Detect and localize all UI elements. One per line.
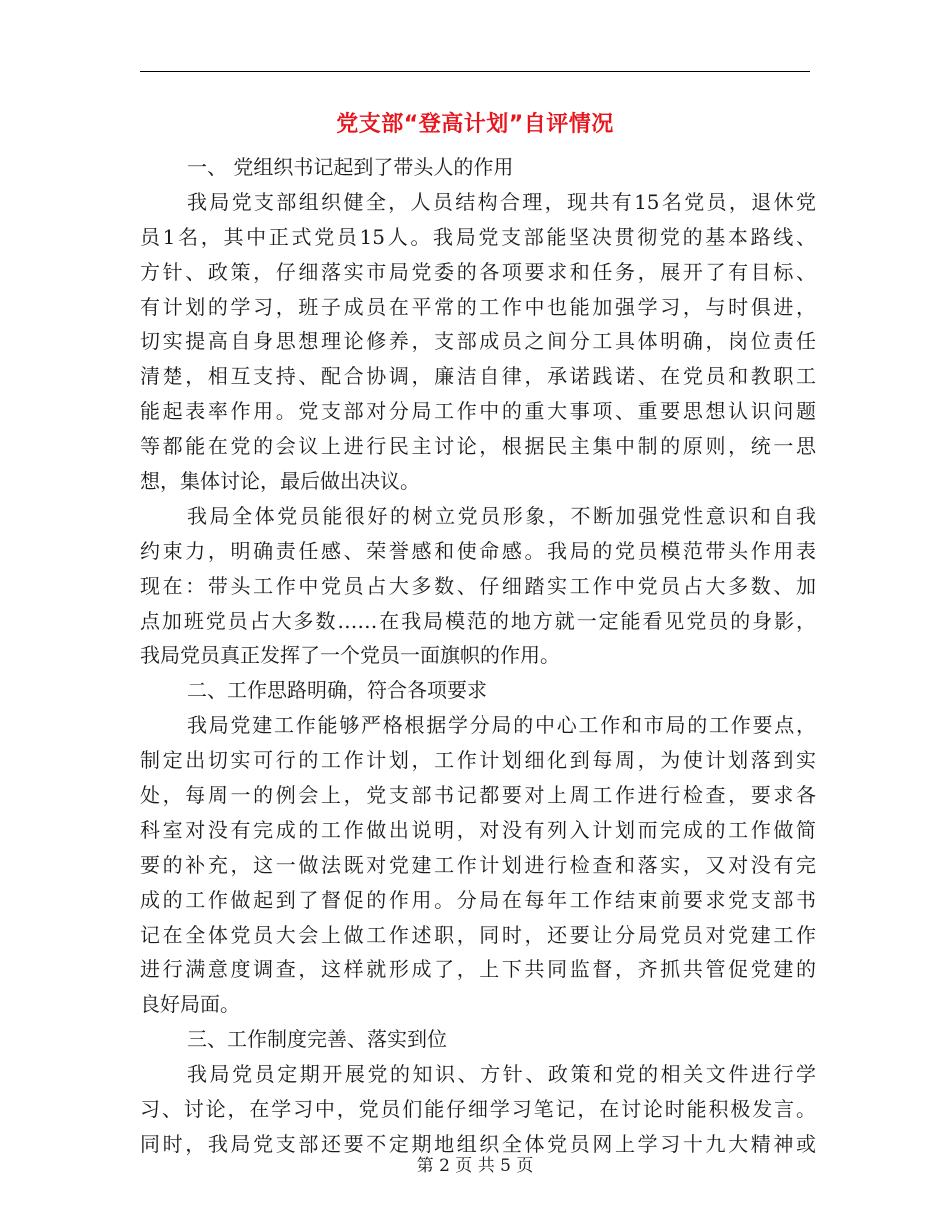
text-line: 处，每周一的例会上，党支部书记都要对上周工作进行检查，要求各 xyxy=(140,783,816,808)
text-line: 方针、政策，仔细落实市局党委的各项要求和任务，展开了有目标、 xyxy=(140,259,816,284)
text-line: 制定出切实可行的工作计划，工作计划细化到每周，为使计划落到实 xyxy=(140,748,816,773)
text-line: 切实提高自身思想理论修养，支部成员之间分工具体明确，岗位责任 xyxy=(140,329,816,354)
text-line: 良好局面。 xyxy=(140,992,240,1017)
text-line: 约束力，明确责任感、荣誉感和使命感。我局的党员模范带头作用表 xyxy=(140,538,816,563)
text-line: 想，集体讨论，最后做出决议。 xyxy=(140,469,420,494)
text-line: 能起表率作用。党支部对分局工作中的重大事项、重要思想认识问题 xyxy=(140,399,816,424)
text-line: 进行满意度调查，这样就形成了，上下共同监督，齐抓共管促党建的 xyxy=(140,957,816,982)
text-line: 三、工作制度完善、落实到位 xyxy=(187,1027,447,1052)
text-line: 我局全体党员能很好的树立党员形象，不断加强党性意识和自我 xyxy=(187,503,816,528)
text-line: 我局党支部组织健全，人员结构合理，现共有15名党员，退休党 xyxy=(187,189,816,214)
text-line: 同时，我局党支部还要不定期地组织全体党员网上学习十九大精神或 xyxy=(140,1131,816,1156)
header-rule xyxy=(140,71,810,72)
text-line: 科室对没有完成的工作做出说明，对没有列入计划而完成的工作做简 xyxy=(140,817,816,842)
text-line: 点加班党员占大多数……在我局模范的地方就一定能看见党员的身影， xyxy=(140,608,816,633)
document-body xyxy=(140,150,816,1162)
text-line: 一、 党组织书记起到了带头人的作用 xyxy=(187,155,514,179)
text-line: 清楚，相互支持、配合协调，廉洁自律，承诺践诺、在党员和教职工 xyxy=(140,364,816,389)
text-line: 记在全体党员大会上做工作述职，同时，还要让分局党员对党建工作 xyxy=(140,922,816,947)
text-line: 二、工作思路明确，符合各项要求 xyxy=(187,678,487,703)
text-line: 我局党员真正发挥了一个党员一面旗帜的作用。 xyxy=(140,643,560,668)
text-line: 我局党员定期开展党的知识、方针、政策和党的相关文件进行学 xyxy=(187,1062,816,1087)
text-line: 有计划的学习，班子成员在平常的工作中也能加强学习，与时俱进， xyxy=(140,294,816,319)
text-line: 成的工作做起到了督促的作用。分局在每年工作结束前要求党支部书 xyxy=(140,887,816,912)
page-number: 第 2 页 共 5 页 xyxy=(416,1156,534,1176)
text-line: 要的补充，这一做法既对党建工作计划进行检查和落实，又对没有完 xyxy=(140,852,816,877)
text-line: 等都能在党的会议上进行民主讨论，根据民主集中制的原则，统一思 xyxy=(140,434,816,459)
document-title: 党支部“登高计划”自评情况 xyxy=(336,112,614,137)
text-line: 员1名，其中正式党员15人。我局党支部能坚决贯彻党的基本路线、 xyxy=(140,224,816,249)
text-line: 我局党建工作能够严格根据学分局的中心工作和市局的工作要点， xyxy=(187,713,816,738)
text-line: 习、讨论，在学习中，党员们能仔细学习笔记，在讨论时能积极发言。 xyxy=(140,1097,816,1122)
text-line: 现在：带头工作中党员占大多数、仔细踏实工作中党员占大多数、加 xyxy=(140,573,816,598)
